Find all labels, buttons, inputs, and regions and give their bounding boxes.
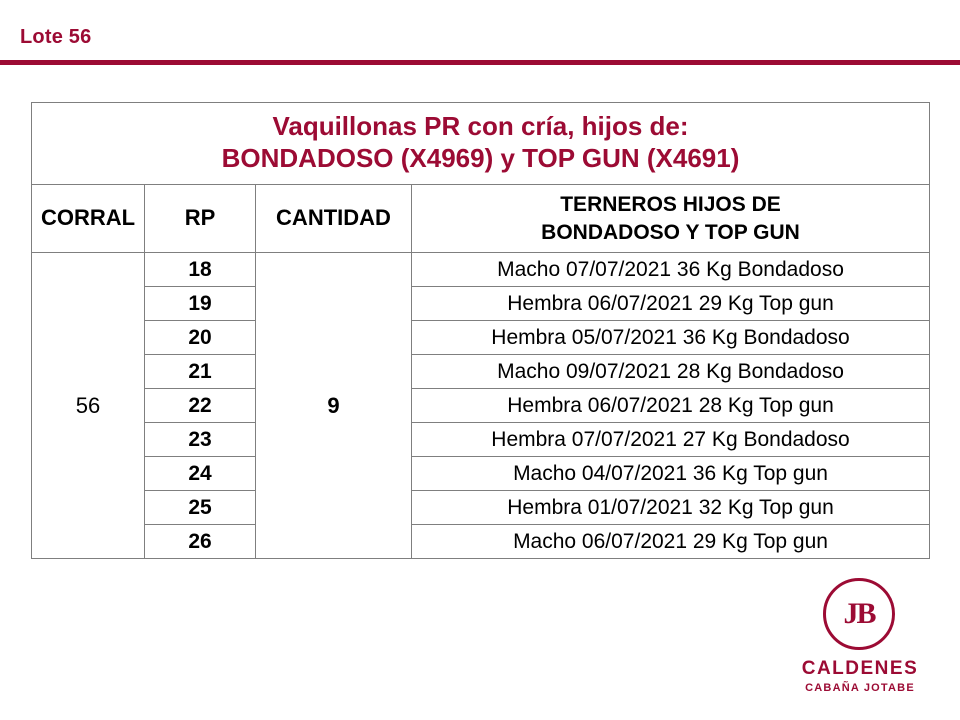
ternero-value: Hembra 06/07/2021 28 Kg Top gun — [412, 389, 930, 423]
logo-subtitle: CABAÑA JOTABE — [805, 682, 915, 694]
table-header-row — [32, 185, 930, 253]
table-row — [32, 321, 930, 355]
column-header-cantidad: CANTIDAD — [256, 185, 412, 253]
rp-value: 18 — [145, 253, 256, 287]
table-row — [32, 287, 930, 321]
rp-value: 19 — [145, 287, 256, 321]
header-divider — [0, 60, 960, 65]
rp-value: 22 — [145, 389, 256, 423]
ternero-value: Macho 09/07/2021 28 Kg Bondadoso — [412, 355, 930, 389]
ternero-value: Hembra 06/07/2021 29 Kg Top gun — [412, 287, 930, 321]
page-title: Lote 56 — [20, 26, 92, 48]
table-title-line-1: Vaquillonas PR con cría, hijos de: — [272, 111, 689, 141]
column-header-terneros-line-1: TERNEROS HIJOS DE — [560, 193, 781, 217]
rp-value: 21 — [145, 355, 256, 389]
table-row — [32, 457, 930, 491]
slide-header — [0, 0, 960, 62]
table-row — [32, 423, 930, 457]
ternero-value: Macho 07/07/2021 36 Kg Bondadoso — [412, 253, 930, 287]
column-header-terneros-line-2: BONDADOSO Y TOP GUN — [541, 220, 800, 244]
logo-monogram: JB — [843, 597, 875, 630]
table-row — [32, 253, 930, 287]
lote-table — [31, 102, 930, 559]
rp-value: 20 — [145, 321, 256, 355]
ternero-value: Macho 06/07/2021 29 Kg Top gun — [412, 525, 930, 559]
column-header-terneros — [412, 185, 930, 253]
column-header-rp: RP — [145, 185, 256, 253]
table-row — [32, 525, 930, 559]
rp-value: 26 — [145, 525, 256, 559]
table-row — [32, 491, 930, 525]
brand-logo — [790, 578, 930, 706]
rp-value: 23 — [145, 423, 256, 457]
cantidad-value: 9 — [256, 253, 412, 559]
table-title-cell — [32, 103, 930, 185]
rp-value: 25 — [145, 491, 256, 525]
ternero-value: Macho 04/07/2021 36 Kg Top gun — [412, 457, 930, 491]
ternero-value: Hembra 05/07/2021 36 Kg Bondadoso — [412, 321, 930, 355]
ternero-value: Hembra 07/07/2021 27 Kg Bondadoso — [412, 423, 930, 457]
ternero-value: Hembra 01/07/2021 32 Kg Top gun — [412, 491, 930, 525]
column-header-corral: CORRAL — [32, 185, 145, 253]
table-row — [32, 389, 930, 423]
corral-value: 56 — [32, 253, 145, 559]
table-title-line-2: BONDADOSO (X4969) y TOP GUN (X4691) — [221, 142, 740, 173]
lote-table-container — [31, 102, 929, 559]
logo-name: CALDENES — [801, 658, 919, 679]
rp-value: 24 — [145, 457, 256, 491]
table-title-row — [32, 103, 930, 185]
table-row — [32, 355, 930, 389]
